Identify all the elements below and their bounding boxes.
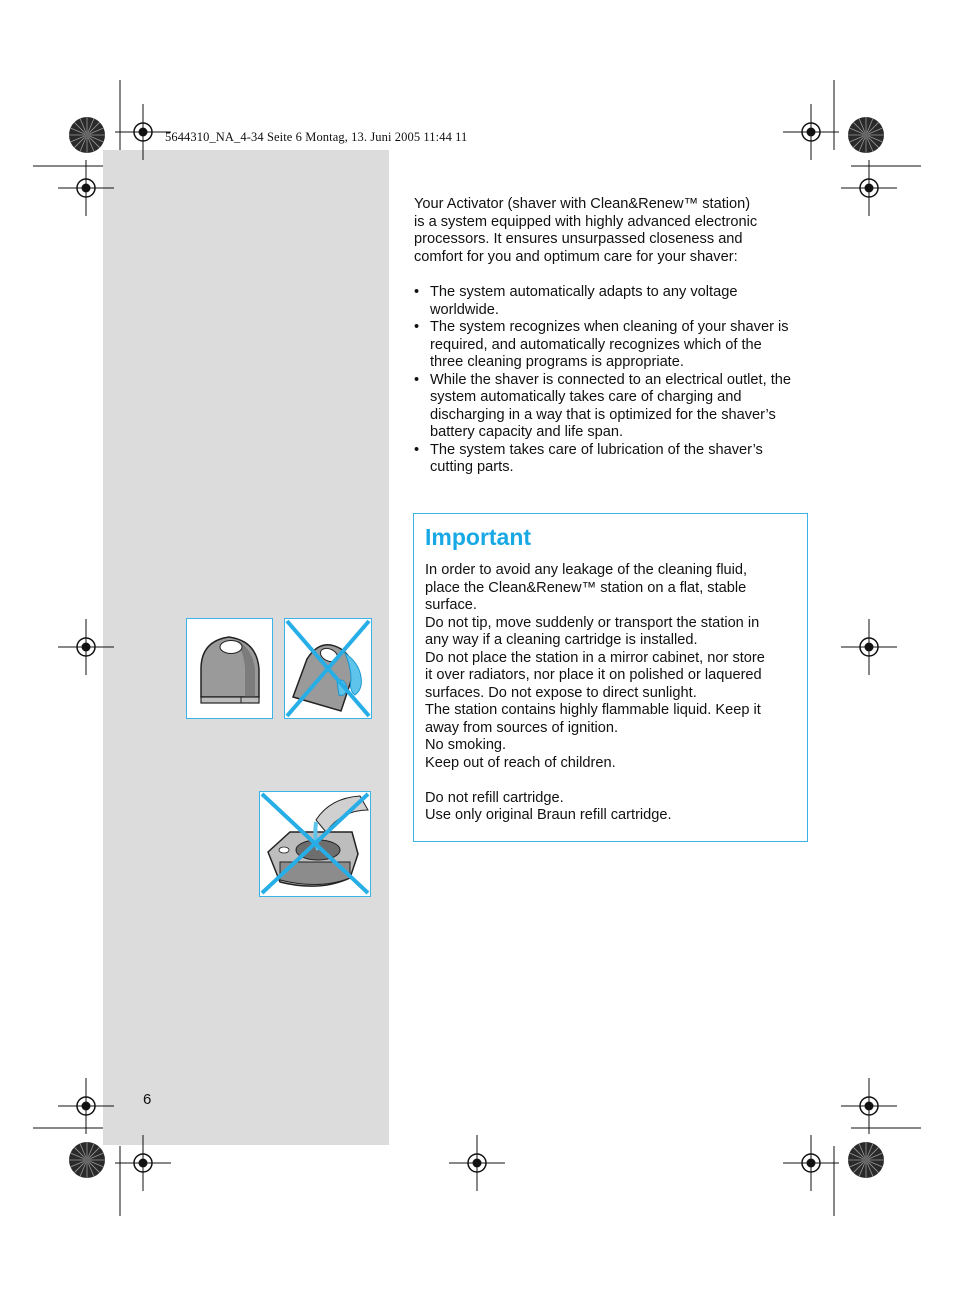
list-item: • The system recognizes when cleaning of your shaver is required, and automatically recognizes which of the three cleaning programs is appropriate.	[414, 319, 814, 372]
registration-mark-icon	[115, 104, 171, 160]
station-upright-illustration	[186, 618, 273, 719]
print-slug: 5644310_NA_4-34 Seite 6 Montag, 13. Juni 2005 11:44 11	[165, 130, 468, 144]
color-wheel-icon	[848, 1142, 884, 1178]
intro-line: is a system equipped with highly advanced electronic	[414, 213, 758, 230]
registration-mark-icon	[115, 1135, 171, 1191]
important-text: In order to avoid any leakage of the cleaning fluid, place the Clean&Renew™ station on a flat, stable surface. Do not tip, move suddenly or transport the station in any way if a cleaning cartridge is installed. Do not place the station in a mirror cabinet, nor store it over radiators, nor place it on polished or laquered surfaces. Do not expose to direct sunlight. The station contains highly flammable liquid. Keep it away from sources of ignition. No smoking. Keep out of reach of children. Do not refill cartridge. Use only original Braun refill cartridge.	[425, 562, 765, 823]
registration-mark-icon	[841, 619, 897, 675]
important-heading: Important	[425, 524, 532, 550]
intro-line: Your Activator (shaver with Clean&Renew™ station)	[414, 196, 751, 212]
registration-mark-icon	[841, 1078, 897, 1134]
list-item: • While the shaver is connected to an electrical outlet, the system automatically takes care of charging and discharging in a way that is optimized for the shaver’s battery capacity and life span.	[414, 372, 814, 442]
registration-mark-icon	[58, 619, 114, 675]
registration-mark-icon	[58, 160, 114, 216]
color-wheel-icon	[69, 1142, 105, 1178]
station-tipped-crossed-illustration	[284, 618, 372, 719]
registration-mark-icon	[58, 1078, 114, 1134]
list-item: • The system takes care of lubrication of the shaver’s cutting parts.	[414, 442, 814, 477]
registration-mark-icon	[783, 104, 839, 160]
feature-list	[414, 284, 814, 477]
intro-line: comfort for you and optimum care for your shaver:	[414, 248, 738, 265]
registration-mark-icon	[841, 160, 897, 216]
color-wheel-icon	[848, 117, 884, 153]
registration-mark-icon	[783, 1135, 839, 1191]
list-item: • The system automatically adapts to any voltage worldwide.	[414, 284, 814, 319]
intro-line: processors. It ensures unsurpassed closeness and	[414, 231, 743, 247]
color-wheel-icon	[69, 117, 105, 153]
cartridge-refill-crossed-illustration	[259, 791, 371, 897]
intro-paragraph	[414, 196, 814, 266]
page-number: 6	[143, 1091, 152, 1108]
registration-mark-icon	[449, 1135, 505, 1191]
